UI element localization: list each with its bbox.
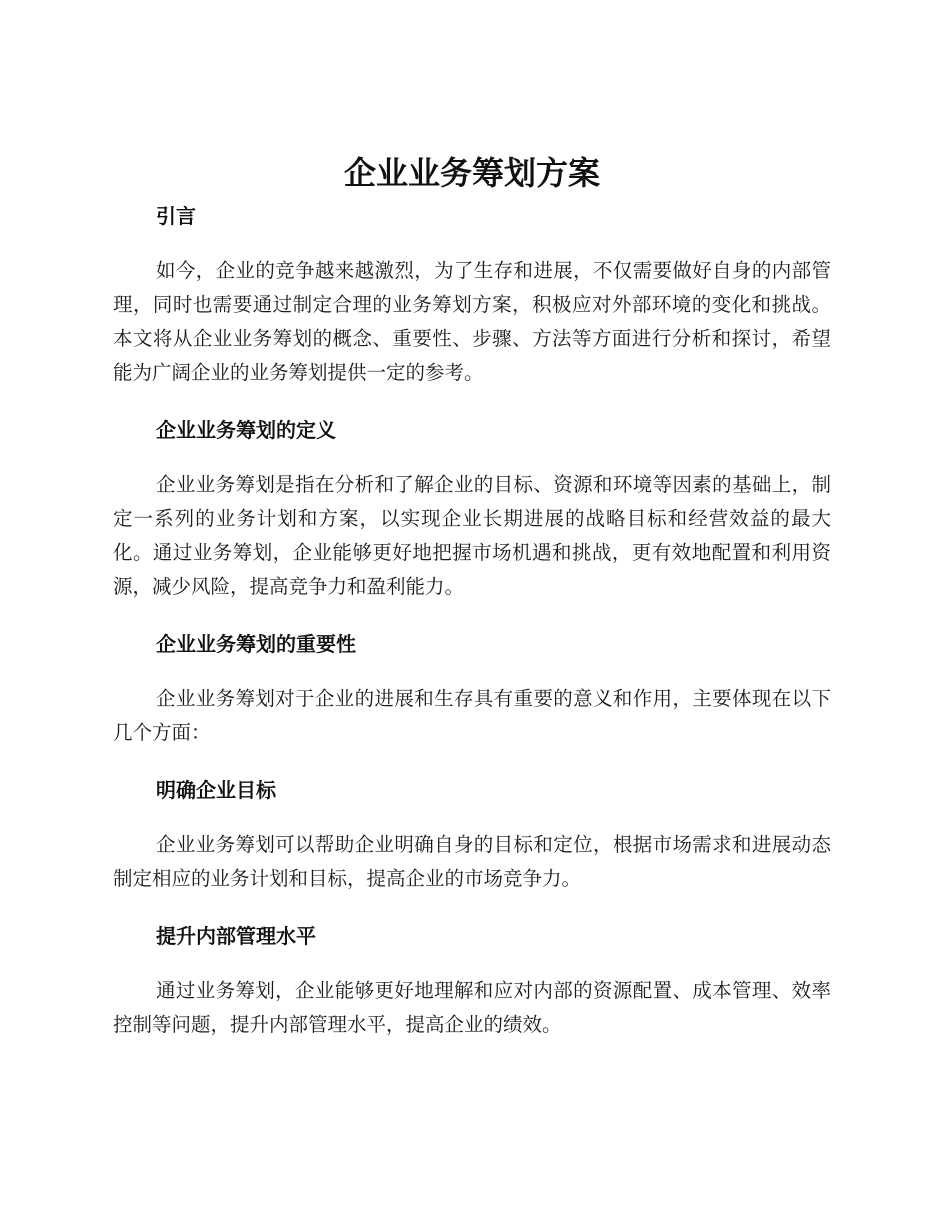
spacer [113,896,831,922]
section-heading: 引言 [156,204,196,228]
section-clear-goals [113,776,831,922]
spacer [113,950,831,974]
section-paragraph: 企业业务筹划可以帮助企业明确自身的目标和定位，根据市场需求和进展动态制定相应的业务计划和目标，提高企业的市场竞争力。 [113,833,831,890]
section-heading: 企业业务筹划的定义 [156,418,336,442]
spacer [113,390,831,416]
section-paragraph: 通过业务筹划，企业能够更好地理解和应对内部的资源配置、成本管理、效率控制等问题，提升内部管理水平，提高企业的绩效。 [113,979,831,1036]
document-body [113,148,831,1042]
spacer [113,230,831,254]
spacer [113,658,831,682]
section-importance [113,630,831,776]
spacer [113,804,831,828]
spacer [113,604,831,630]
section-paragraph: 企业业务筹划是指在分析和了解企业的目标、资源和环境等因素的基础上，制定一系列的业务计划和方案，以实现企业长期进展的战略目标和经营效益的最大化。通过业务筹划，企业能够更好地把握市场机遇和挑战，更有效地配置和利用资源，减少风险，提高竞争力和盈利能力。 [113,473,831,598]
section-introduction [113,202,831,416]
section-heading: 提升内部管理水平 [156,924,316,948]
document-title: 企业业务筹划方案 [343,154,600,192]
section-paragraph: 企业业务筹划对于企业的进展和生存具有重要的意义和作用，主要体现在以下几个方面： [113,687,831,744]
section-definition [113,416,831,630]
section-heading: 明确企业目标 [156,778,276,802]
spacer [113,750,831,776]
spacer [113,444,831,468]
section-heading: 企业业务筹划的重要性 [156,632,356,656]
section-internal-management [113,922,831,1042]
section-paragraph: 如今，企业的竞争越来越激烈，为了生存和进展，不仅需要做好自身的内部管理，同时也需要通过制定合理的业务筹划方案，积极应对外部环境的变化和挑战。本文将从企业业务筹划的概念、重要性、步骤、方法等方面进行分析和探讨，希望能为广阔企业的业务筹划提供一定的参考。 [113,259,831,384]
